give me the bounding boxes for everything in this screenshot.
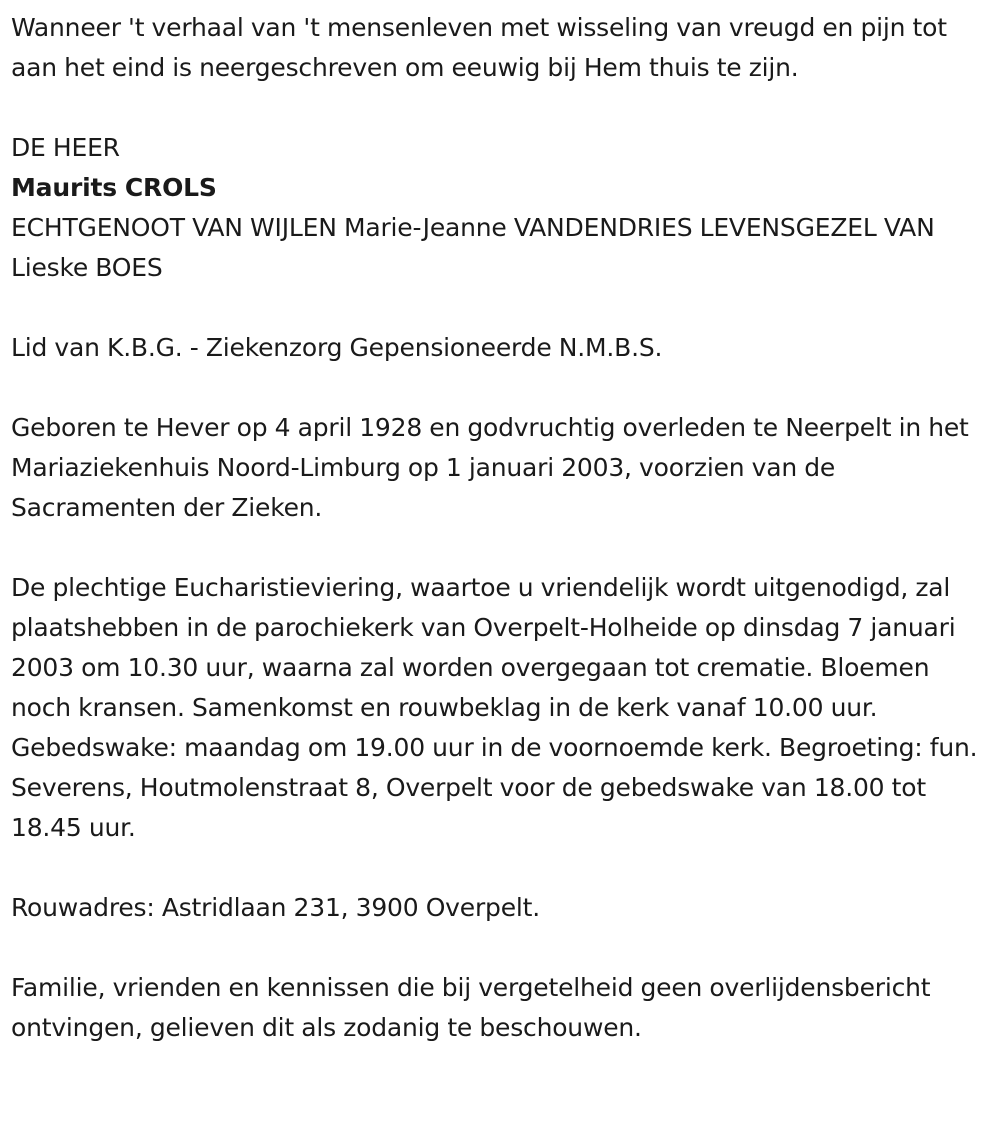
relation-text: ECHTGENOOT VAN WIJLEN Marie-Jeanne VANDENDRIES LEVENSGEZEL VAN [11,213,935,242]
spacer [11,528,991,568]
spacer [11,288,991,328]
partner-name: Lieske BOES [11,253,163,282]
deceased-name: Maurits CROLS [11,173,217,202]
closing-text: Familie, vrienden en kennissen die bij vergetelheid geen overlijdensbericht ontvingen, gelieven dit als zodanig te beschouwen. [11,973,931,1042]
membership-text: Lid van K.B.G. - Ziekenzorg Gepensioneerde N.M.B.S. [11,333,663,362]
poem-text: Wanneer 't verhaal van 't mensenleven met wisseling van vreugd en pijn tot aan het eind is neergeschreven om eeuwig bij Hem thuis te zijn. [11,13,947,82]
obituary-document [11,8,991,1048]
spacer [11,368,991,408]
spacer [11,928,991,968]
mourning-address: Rouwadres: Astridlaan 231, 3900 Overpelt. [11,893,540,922]
honorific-title: DE HEER [11,133,120,162]
birth-death-text: Geboren te Hever op 4 april 1928 en godvruchtig overleden te Neerpelt in het Mariaziekenhuis Noord-Limburg op 1 januari 2003, voorzien van de Sacramenten der Zieken. [11,413,969,522]
ceremony-text: De plechtige Eucharistieviering, waartoe u vriendelijk wordt uitgenodigd, zal plaatshebben in de parochiekerk van Overpelt-Holheide op dinsdag 7 januari 2003 om 10.30 uur, waarna zal worden overgegaan tot crematie. Bloemen noch kransen. Samenkomst en rouwbeklag in de kerk vanaf 10.00 uur. Gebedswake: maandag om 19.00 uur in de voornoemde kerk. Begroeting: fun. Severens, Houtmolenstraat 8, Overpelt voor de gebedswake van 18.00 tot 18.45 uur. [11,573,978,842]
spacer [11,848,991,888]
spacer [11,88,991,128]
